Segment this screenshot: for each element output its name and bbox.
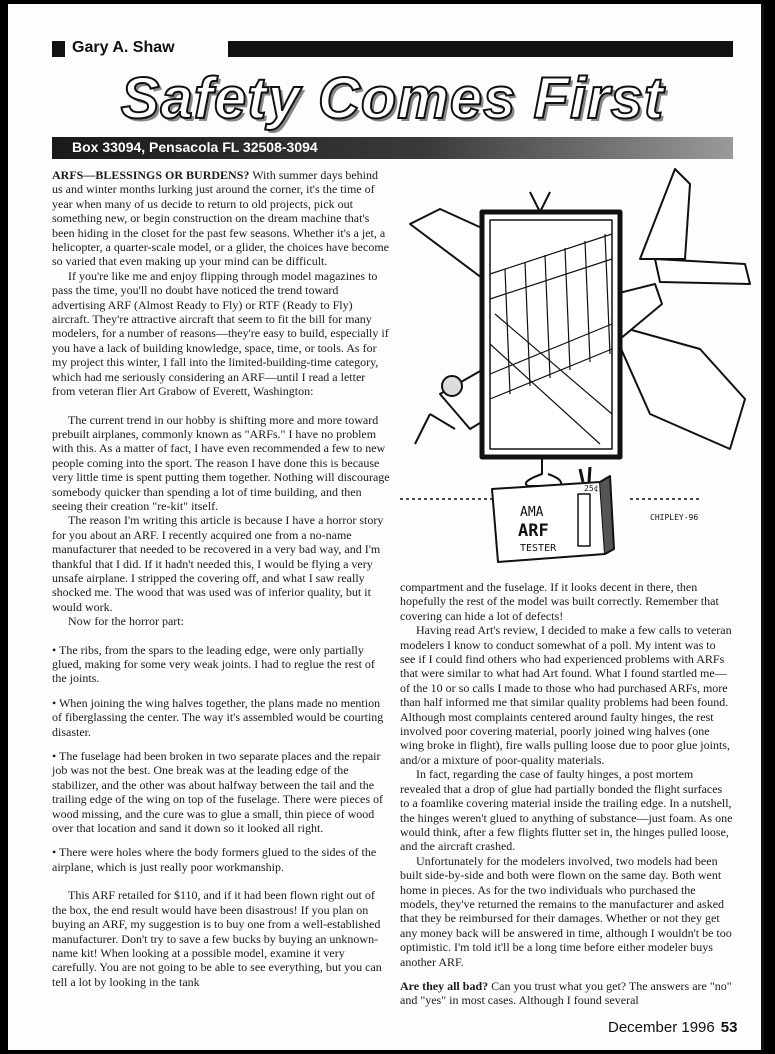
box-text-tester: TESTER [520,543,557,554]
arf-tester-illustration [400,164,760,574]
section-lead: Are they all bad? [400,978,489,993]
address-bar [52,137,733,159]
coin-slot [578,494,590,546]
paragraph-text: With summer days behind us and winter months lurking just around the corner, it's the time of year when many of us decide to return to old projects, pick out something new, or begin construction on the dream machine that's been hiding in the closet for the past few seasons. Whether it's a jet, a helicopter, a quarter-scale model, or a glider, the choices have become so varied that even making up your mind can be difficult. [52,168,389,269]
paragraph [400,979,733,1008]
paragraph: This ARF retailed for $110, and if it had been flown right out of the box, the end result would have been disastrous! If you plan on buying an ARF, my suggestion is to buy one from a well-established manufacturer. Don't try to save a few bucks by buying an unknown-name kit! When looking at a possible model, examine it very carefully. You are not going to be able to see everything, but you can tell a lot by looking in the tank [52,888,382,989]
author-address: Box 33094, Pensacola FL 32508-3094 [72,139,318,155]
box-text-ama: AMA [520,505,544,520]
quoted-letter: The current trend in our hobby is shifting more and more toward prebuilt airplanes, commonly known as "ARFs." I have no problem with this. As a matter of fact, I have even recommended a few to new people coming into the sport. The reason I have done this is because very little time is spent putting them together. Nothing will discourage somebody quicker than spending a lot of time building, and then seeing their creation "re-kit" itself. [52,412,390,513]
frame-stand [526,457,561,486]
box-text-arf: ARF [518,521,549,541]
section-lead: ARFS—BLESSINGS OR BURDENS? [52,168,250,182]
bullet-item: • There were holes where the body formers glued to the sides of the airplane, which is just really poor workmanship. [52,845,377,874]
bullet-item: • The fuselage had been broken in two separate places and the repair job was not the best. One break was at the leading edge of the stabilizer, and the other was about halfway between the tail and the trailing edge of the wing on top of the fuselage. There were pieces of wood missing, and the cure was to glue a small, thin piece of wood over that location and sand it down so it looked all right. [52,749,383,836]
box-price: 25¢ [584,484,599,493]
frame-screen [482,212,620,457]
stabilizer [655,259,750,284]
antenna [530,192,550,212]
paragraph [52,168,390,269]
paragraph: The reason I'm writing this article is because I have a horror story for you about an ARF. I recently acquired one from a no-name manufacturer that needed to be recovered in a very bad way, and I'm thankful that I did. If it hadn't needed this, I would be flying a very unsafe airplane. I stripped the covering off, and what I saw really shocked me. The wood that was used was of inferior quality, but it would work. [52,513,384,614]
paragraph: Unfortunately for the modelers involved, two models had been built side-by-side and both were flown on the same day. Both went home in pieces. As for the two individuals who purchased the models, they've returned the remains to the manufacturer and asked that they be reimbursed for their damages. Whether or not they get any money back will be answered in time, although I wouldn't be too optimistic. I'm told it'll be a long time before either modeler buys another ARF. [400,853,732,969]
right-wing [610,324,745,449]
magazine-page [8,4,764,1050]
page-number: 53 [720,1019,738,1036]
bullet-item: • The ribs, from the spars to the leading edge, were only partially glued, making for some very weak joints. I had to reglue the rest of the joints. [52,642,375,686]
article-title: Safety Comes First [120,66,665,131]
author-rule [228,41,733,57]
paragraph: Now for the horror part: [68,614,184,629]
paragraph: compartment and the fuselage. If it looks decent in there, then hopefully the rest of the model was built correctly. Remember that covering can hide a lot of defects! [400,580,719,623]
paragraph: Having read Art's review, I decided to make a few calls to veteran modelers I know to conduct somewhat of a poll. My intent was to see if I could find others who had experienced problems with ARFs that were similar to what had Art found. What I found startled me—of the 10 or so calls I made to those who had purchased ARFs, more than half informed me that similar quality problems had been found. Although most complaints centered around faulty hinges, the rest involved poor covering material, poorly joined wing halves (one wing broke in flight), fire walls pulling loose due to poor glue joints, and/or a mixture of poor-quality materials. [400,623,732,767]
author-bar [52,40,733,58]
paragraph-text: Can you trust what you get? The answers are "no" and "yes" in most cases. Although I found several [400,978,732,1008]
paragraph: In fact, regarding the case of faulty hinges, a post mortem revealed that a drop of glue had partially bonded the flight surfaces to a foamlike covering material inside the trailing edge. In a nutshell, the hinges weren't glued to anything of substance—just foam. As one would think, after a few flights flutter set in, the hinges pulled loose, and the aircraft crashed. [400,767,733,854]
left-column [52,168,390,989]
propeller [415,414,455,444]
engine [442,376,462,396]
paragraph: If you're like me and enjoy flipping through model magazines to pass the time, you'll no doubt have noticed the trend toward advertising ARF (Almost Ready to Fly) or RTF (Ready to Fly) aircraft. They're attractive aircraft that seem to fit the bill for many modelers, for a number of reasons—they're easy to build, especially if you have a lack of building knowledge, space, time, or tools. As for my project this winter, I fall into the limited-building-time category, which had me seriously considering an ARF—until I read a letter from veteran flier Art Grabow of Everett, Washington: [52,268,389,399]
author-name: Gary A. Shaw [72,39,175,56]
author-marker [52,41,65,57]
issue-date: December 1996 [608,1019,715,1036]
knobs [580,467,590,482]
tail-fin [640,169,690,259]
bullet-item: • When joining the wing halves together, the plans made no mention of fiberglassing the center. The way it's assembled would be courting disaster. [52,695,384,739]
artist-signature: CHIPLEY-96 [650,513,699,522]
right-column [400,580,733,1008]
page-footer [608,1019,748,1039]
